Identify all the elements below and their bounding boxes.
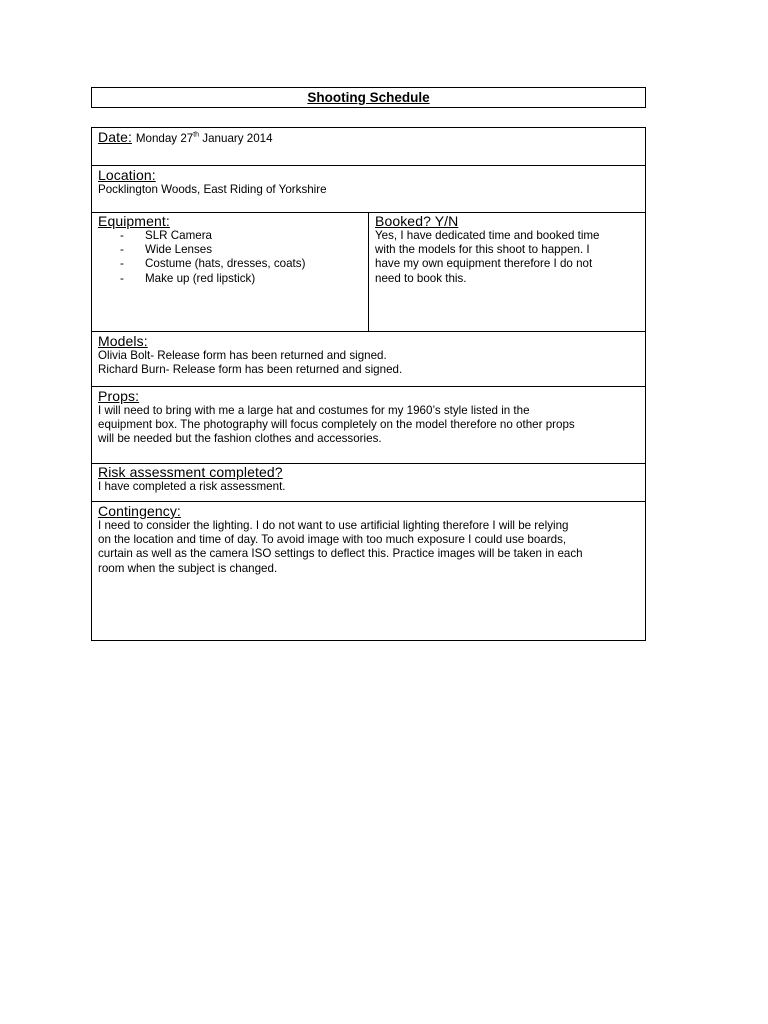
risk-value: I have completed a risk assessment.	[98, 480, 286, 493]
models-line: Richard Burn- Release form has been returned and signed.	[98, 363, 403, 377]
date-row	[92, 128, 645, 145]
equipment-item: - SLR Camera	[120, 229, 368, 243]
equipment-item: - Wide Lenses	[120, 243, 368, 257]
contingency-line: room when the subject is changed.	[98, 561, 278, 575]
booked-line: with the models for this shoot to happen. I	[375, 243, 590, 257]
title-box	[91, 87, 646, 108]
date-suffix: th	[193, 131, 200, 139]
equipment-booked-section	[92, 213, 645, 332]
booked-line: have my own equipment therefore I do not	[375, 257, 593, 271]
props-line: will be needed but the fashion clothes and accessories.	[98, 432, 382, 446]
props-label: Props:	[98, 388, 140, 404]
date-rest: January 2014	[199, 132, 273, 145]
date-label: Date:	[98, 129, 132, 145]
equipment-item: - Make up (red lipstick)	[120, 272, 368, 286]
contingency-line: I need to consider the lighting. I do not want to use artificial lighting therefore I will be relying	[98, 519, 569, 532]
models-section	[92, 332, 645, 387]
equipment-label: Equipment:	[98, 213, 170, 229]
props-line: I will need to bring with me a large hat and costumes for my 1960’s style listed in the	[98, 404, 530, 417]
equipment-item: - Costume (hats, dresses, coats)	[120, 257, 368, 271]
models-label: Models:	[98, 333, 148, 349]
location-section	[92, 166, 645, 213]
risk-label: Risk assessment completed?	[98, 464, 283, 480]
contingency-label: Contingency:	[98, 503, 181, 519]
equipment-cell	[92, 213, 369, 331]
contingency-section	[92, 502, 645, 640]
contingency-line: on the location and time of day. To avoid image with too much exposure I could use boards,	[98, 533, 567, 547]
location-label: Location:	[98, 167, 156, 183]
page-title: Shooting Schedule	[307, 90, 430, 105]
date-day: Monday 27	[135, 132, 194, 145]
props-line: equipment box. The photography will focus completely on the model therefore no other props	[98, 418, 575, 432]
risk-section	[92, 464, 645, 502]
location-value: Pocklington Woods, East Riding of Yorkshire	[98, 183, 327, 196]
booked-cell	[369, 213, 645, 331]
schedule-form	[91, 127, 646, 641]
contingency-line: curtain as well as the camera ISO settings to deflect this. Practice images will be taken in each	[98, 547, 583, 561]
booked-line: need to book this.	[375, 271, 467, 285]
models-line: Olivia Bolt- Release form has been returned and signed.	[98, 349, 387, 362]
equipment-list	[92, 229, 368, 286]
booked-label: Booked? Y/N	[375, 213, 459, 229]
date-section	[92, 128, 645, 166]
props-section	[92, 387, 645, 464]
booked-line: Yes, I have dedicated time and booked time	[375, 229, 600, 242]
